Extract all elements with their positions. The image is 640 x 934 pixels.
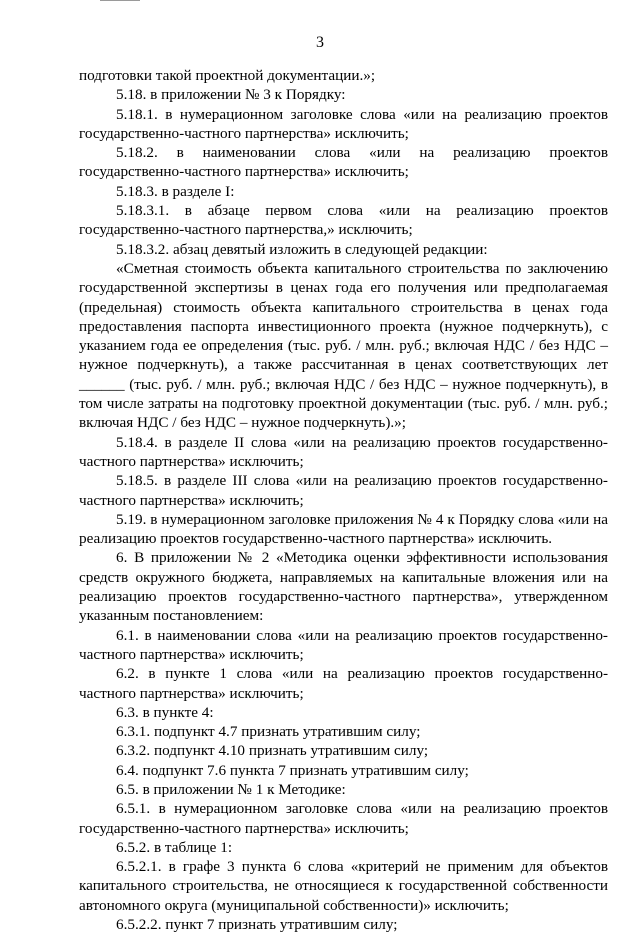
paragraph: 6.3.2. подпункт 4.10 признать утратившим силу;: [116, 742, 429, 760]
paragraph: 5.18. в приложении № 3 к Порядку:: [116, 86, 346, 104]
paragraph: 6.5.2.1. в графе 3 пункта 6 слова «критерий не применим для объектов капитального строительства, не относящиеся к государственной собственности автономного округа (муниципальной собственности)» исключить;: [79, 858, 608, 914]
scan-edge-mark: [100, 0, 140, 1]
paragraph: 5.18.2. в наименовании слова «или на реализацию проектов государственно-частного партнерства» исключить;: [79, 144, 608, 181]
paragraph: 6.5.2.2. пункт 7 признать утратившим силу;: [116, 916, 398, 934]
paragraph: 5.18.4. в разделе II слова «или на реализацию проектов государственно-частного партнерства» исключить;: [79, 433, 608, 470]
paragraph: подготовки такой проектной документации.»;: [79, 67, 376, 84]
paragraph: 6.5.1. в нумерационном заголовке слова «или на реализацию проектов государственно-частного партнерства» исключить;: [79, 800, 608, 837]
paragraph: «Сметная стоимость объекта капитального строительства по заключению государственной экспертизы в ценах года его получения или предполагаемая (предельная) стоимость объекта капитального строительства в ценах года предоставления паспорта инвестиционного проекта (нужное подчеркнуть), с указанием года ее определения (тыс. руб. / млн. руб.; включая НДС / без НДС – нужное подчеркнуть), а также рассчитанная в ценах соответствующих лет ______ (тыс. руб. / млн. руб.; включая НДС / без НДС – нужное подчеркнуть), в том числе затраты на подготовку проектной документации (тыс. руб. / млн. руб.; включая НДС / без НДС – нужное подчеркнуть).»;: [79, 259, 608, 432]
paragraph: 5.18.5. в разделе III слова «или на реализацию проектов государственно-частного партнерства» исключить;: [79, 472, 608, 509]
paragraph: 5.18.3.1. в абзаце первом слова «или на реализацию проектов государственно-частного партнерства,» исключить;: [79, 202, 608, 239]
paragraph: 5.18.1. в нумерационном заголовке слова «или на реализацию проектов государственно-частного партнерства» исключить;: [79, 105, 608, 142]
paragraph: 5.18.3.2. абзац девятый изложить в следующей редакции:: [116, 240, 488, 258]
paragraph: 6.2. в пункте 1 слова «или на реализацию проектов государственно-частного партнерства» исключить;: [79, 665, 608, 702]
paragraph: 6.3. в пункте 4:: [116, 703, 214, 721]
paragraph: 5.19. в нумерационном заголовке приложения № 4 к Порядку слова «или на реализацию проектов государственно-частного партнерства» исключить.: [79, 510, 608, 548]
paragraph: 6.5. в приложении № 1 к Методике:: [116, 780, 346, 798]
paragraph: 6.5.2. в таблице 1:: [116, 838, 233, 856]
paragraph: 6. В приложении № 2 «Методика оценки эффективности использования средств окружного бюджета, направляемых на капитальные вложения или на реализацию проектов государственно-частного партнерства», утвержденном указанным постановлением:: [79, 549, 608, 625]
page-number: 3: [316, 34, 324, 51]
document-body: [79, 66, 608, 934]
paragraph: 5.18.3. в разделе I:: [116, 182, 235, 200]
paragraph: 6.4. подпункт 7.6 пункта 7 признать утратившим силу;: [116, 761, 469, 779]
paragraph: 6.1. в наименовании слова «или на реализацию проектов государственно-частного партнерства» исключить;: [79, 626, 608, 663]
paragraph: 6.3.1. подпункт 4.7 признать утратившим силу;: [116, 723, 421, 741]
